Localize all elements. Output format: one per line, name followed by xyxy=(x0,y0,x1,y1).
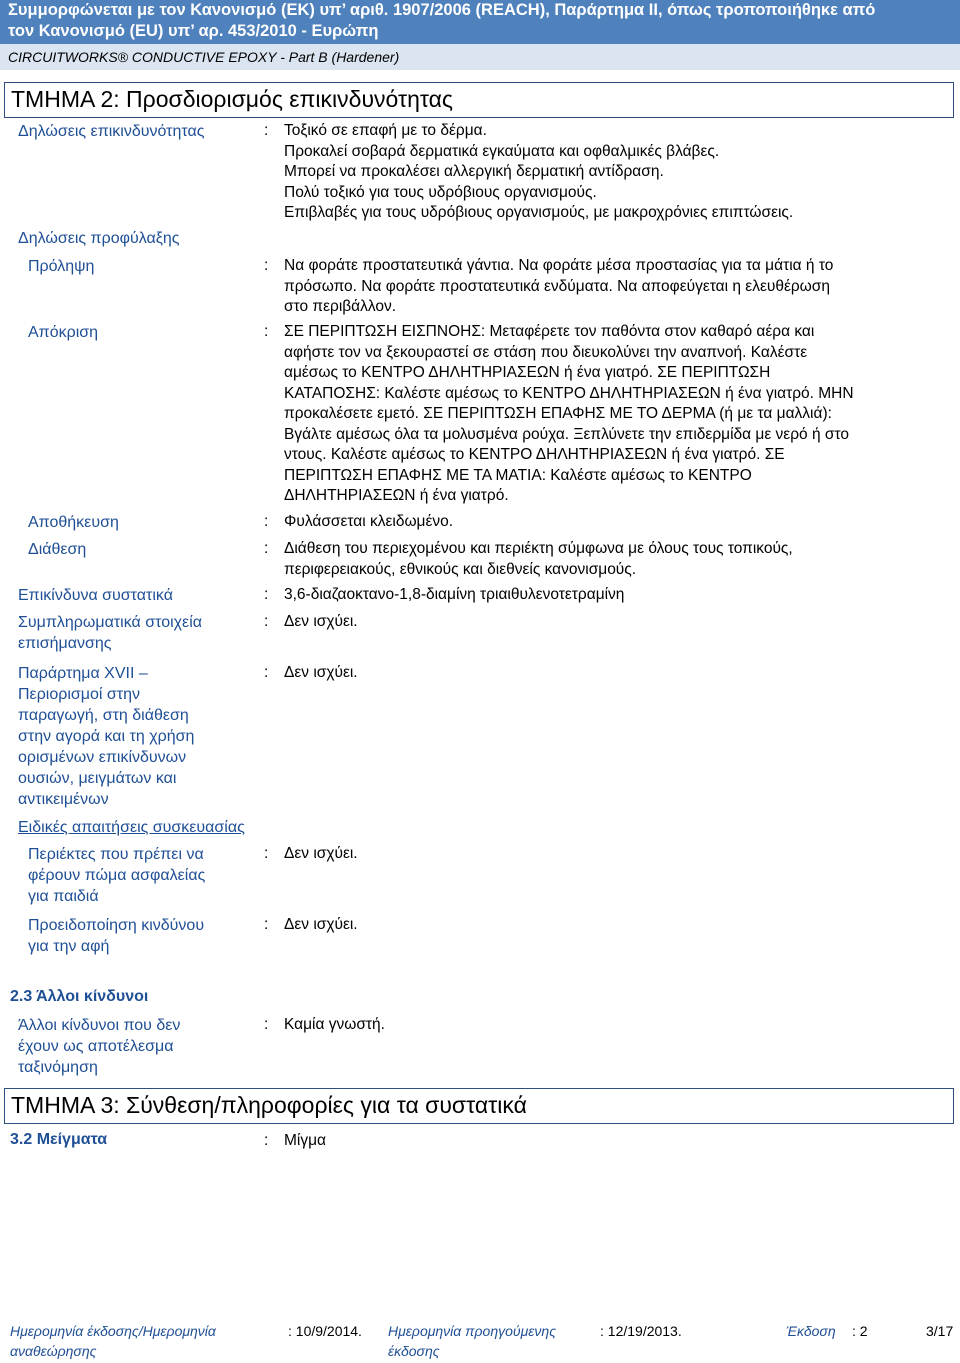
prevention-line: πρόσωπο. Να φοράτε προστατευτικά ενδύματα. Να αποφεύγεται η ελευθέρωση xyxy=(284,277,830,295)
other-hazards-line: έχουν ως αποτέλεσμα xyxy=(18,1038,174,1055)
annex-line: ορισμένων επικίνδυνων xyxy=(18,749,187,766)
child-closures-line: για παιδιά xyxy=(28,888,99,905)
disposal-value xyxy=(284,539,793,580)
response-line: Βγάλτε αμέσως όλα τα μολυσμένα ρούχα. Ξεπλύνετε την επιδερμίδα με νερό ή στο xyxy=(284,425,849,443)
colon: : xyxy=(264,1132,269,1149)
disposal-line: Διάθεση του περιεχομένου και περιέκτη σύμφωνα με όλους τους τοπικούς, xyxy=(284,540,793,557)
hazard-line: Πολύ τοξικό για τους υδρόβιους οργανισμούς. xyxy=(284,183,597,201)
regulation-banner xyxy=(0,0,960,44)
section-2-title: ΤΜΗΜΑ 2: Προσδιορισμός επικινδυνότητας xyxy=(4,82,954,118)
response-line: ΠΕΡΙΠΤΩΣΗ ΕΠΑΦΗΣ ΜΕ ΤΑ ΜΑΤΙΑ: Καλέστε αμέσως το ΚΕΝΤΡΟ xyxy=(284,466,752,484)
other-hazards-line: ταξινόμηση xyxy=(18,1059,98,1076)
disposal-label: Διάθεση xyxy=(28,541,87,558)
regulation-line-2: τον Κανονισμό (EU) υπ’ αρ. 453/2010 - Ευρώπη xyxy=(8,22,379,40)
hazard-statements-value xyxy=(284,121,793,224)
annex-xvii-label xyxy=(18,663,194,810)
issue-date-label-line: Ημερομηνία έκδοσης/Ημερομηνία xyxy=(10,1323,216,1339)
colon: : xyxy=(264,122,269,139)
child-resistant-closures-value: Δεν ισχύει. xyxy=(284,845,358,862)
response-line: προκαλέσετε εμετό. ΣΕ ΠΕΡΙΠΤΩΣΗ ΕΠΑΦΗΣ ΜΕ ΤΟ ΔΕΡΜΑ (ή με τα μαλλιά): xyxy=(284,405,832,422)
annex-line: Παράρτημα XVII – xyxy=(18,665,148,682)
disposal-line: περιφερειακούς, εθνικούς και διεθνείς κανονισμούς. xyxy=(284,560,637,578)
previous-date-label-line: Ημερομηνία προηγούμενης xyxy=(388,1323,557,1339)
response-label: Απόκριση xyxy=(28,324,99,341)
other-hazards-title: 2.3 Άλλοι κίνδυνοι xyxy=(10,988,149,1005)
previous-date-value: : 12/19/2013. xyxy=(600,1323,682,1339)
previous-date-label-line: έκδοσης xyxy=(388,1343,440,1359)
response-line: αφήστε τον να ξεκουραστεί σε στάση που διευκολύνει την αναπνοή. Καλέστε xyxy=(284,343,808,361)
child-resistant-closures-label xyxy=(28,844,205,907)
supplemental-label-line: Συμπληρωματικά στοιχεία xyxy=(18,614,202,631)
prevention-line: Να φοράτε προστατευτικά γάντια. Να φοράτε μέσα προστασίας για τα μάτια ή το xyxy=(284,257,834,274)
response-line: ΔΗΛΗΤΗΡΙΑΣΕΩΝ ή ένα γιατρό. xyxy=(284,487,509,504)
other-hazards-line: Άλλοι κίνδυνοι που δεν xyxy=(18,1017,181,1034)
supplemental-value: Δεν ισχύει. xyxy=(284,613,358,630)
hazardous-components-label: Επικίνδυνα συστατικά xyxy=(18,587,173,604)
annex-line: αντικειμένων xyxy=(18,791,109,808)
precautionary-statements-label: Δηλώσεις προφύλαξης xyxy=(18,230,180,247)
colon: : xyxy=(264,513,269,530)
hazard-line: Προκαλεί σοβαρά δερματικά εγκαύματα και οφθαλμικές βλάβες. xyxy=(284,142,720,160)
annex-line: παραγωγή, στη διάθεση xyxy=(18,707,189,724)
previous-date-label xyxy=(388,1321,556,1361)
annex-xvii-value: Δεν ισχύει. xyxy=(284,664,358,681)
prevention-line: στο περιβάλλον. xyxy=(284,298,397,315)
regulation-line-1: Συμμορφώνεται με τον Κανονισμό (ΕΚ) υπ’ αριθ. 1907/2006 (REACH), Παράρτημα II, όπως τροποποιήθηκε από xyxy=(8,1,876,19)
issue-date-label xyxy=(10,1321,216,1361)
colon: : xyxy=(264,540,269,557)
response-line: αμέσως το ΚΕΝΤΡΟ ΔΗΛΗΤΗΡΙΑΣΕΩΝ ή ένα γιατρό. ΣΕ ΠΕΡΙΠΤΩΣΗ xyxy=(284,364,771,381)
supplemental-label xyxy=(18,612,202,654)
prevention-value xyxy=(284,256,833,318)
version-label: Έκδοση xyxy=(786,1323,836,1339)
storage-label: Αποθήκευση xyxy=(28,514,119,531)
colon: : xyxy=(264,916,269,933)
document-footer xyxy=(0,1318,960,1363)
colon: : xyxy=(264,586,269,603)
page-number: 3/17 xyxy=(926,1323,954,1339)
storage-value: Φυλάσσεται κλειδωμένο. xyxy=(284,513,454,530)
supplemental-label-line: επισήμανσης xyxy=(18,635,112,652)
hazard-line: Τοξικό σε επαφή με το δέρμα. xyxy=(284,122,487,139)
document-header xyxy=(0,0,960,70)
response-value xyxy=(284,322,854,507)
annex-line: Περιορισμοί στην xyxy=(18,686,140,703)
hazard-line: Μπορεί να προκαλέσει αλλεργική δερματική αντίδραση. xyxy=(284,163,664,180)
hazard-statements-label: Δηλώσεις επικινδυνότητας xyxy=(18,123,205,140)
other-hazards-value: Καμία γνωστή. xyxy=(284,1016,385,1033)
product-name: CIRCUITWORKS® CONDUCTIVE EPOXY - Part B (Hardener) xyxy=(0,44,960,70)
response-line: ντους. Καλέστε αμέσως το ΚΕΝΤΡΟ ΔΗΛΗΤΗΡΙΑΣΕΩΝ ή ένα γιατρό. ΣΕ xyxy=(284,446,785,463)
mixtures-label: 3.2 Μείγματα xyxy=(10,1131,108,1148)
response-line: ΣΕ ΠΕΡΙΠΤΩΣΗ ΕΙΣΠΝΟΗΣ: Μεταφέρετε τον παθόντα στον καθαρό αέρα και xyxy=(284,323,815,340)
tactile-warning-value: Δεν ισχύει. xyxy=(284,916,358,933)
section-3-title: ΤΜΗΜΑ 3: Σύνθεση/πληροφορίες για τα συστατικά xyxy=(4,1088,954,1124)
colon: : xyxy=(264,1016,269,1033)
colon: : xyxy=(264,257,269,274)
packaging-requirements-label: Ειδικές απαιτήσεις συσκευασίας xyxy=(18,819,245,836)
annex-line: ουσιών, μειγμάτων και xyxy=(18,770,177,787)
colon: : xyxy=(264,613,269,630)
issue-date-value: : 10/9/2014. xyxy=(288,1323,362,1339)
tactile-line: Προειδοποίηση κινδύνου xyxy=(28,917,205,934)
tactile-warning-label xyxy=(28,915,204,957)
hazard-line: Επιβλαβές για τους υδρόβιους οργανισμούς, με μακροχρόνιες επιπτώσεις. xyxy=(284,204,794,221)
tactile-line: για την αφή xyxy=(28,938,110,955)
issue-date-label-line: αναθεώρησης xyxy=(10,1343,97,1359)
colon: : xyxy=(264,664,269,681)
colon: : xyxy=(264,323,269,340)
child-closures-line: φέρουν πώμα ασφαλείας xyxy=(28,867,206,884)
child-closures-line: Περιέκτες που πρέπει να xyxy=(28,846,204,863)
response-line: ΚΑΤΑΠΟΣΗΣ: Καλέστε αμέσως το ΚΕΝΤΡΟ ΔΗΛΗΤΗΡΙΑΣΕΩΝ ή ένα γιατρό. ΜΗΝ xyxy=(284,384,854,402)
prevention-label: Πρόληψη xyxy=(28,258,95,275)
version-value: : 2 xyxy=(852,1323,868,1339)
colon: : xyxy=(264,845,269,862)
hazardous-components-value: 3,6-διαζαοκτανο-1,8-διαμίνη τριαιθυλενοτετραμίνη xyxy=(284,586,625,603)
other-hazards-label xyxy=(18,1015,180,1078)
mixtures-value: Μίγμα xyxy=(284,1132,326,1149)
annex-line: στην αγορά και τη χρήση xyxy=(18,728,195,745)
